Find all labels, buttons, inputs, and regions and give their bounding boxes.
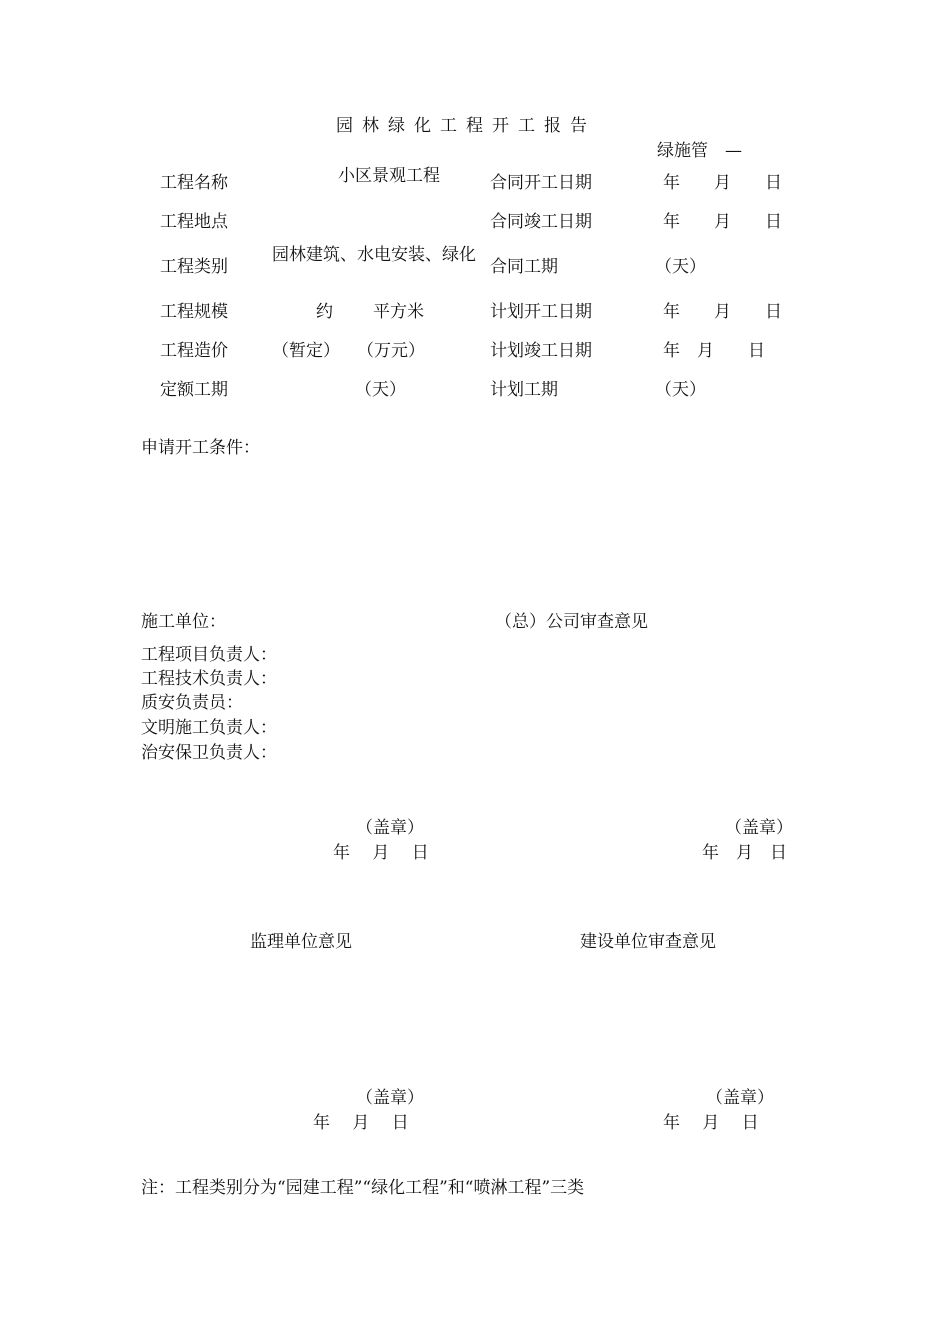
quota-period-label: 定额工期 (160, 380, 228, 400)
project-cost-value-a: （暂定） (272, 341, 340, 361)
supervision-opinion-label: 监理单位意见 (250, 932, 352, 952)
project-scale-label: 工程规模 (160, 302, 228, 322)
plan-period-label: 计划工期 (490, 380, 558, 400)
contract-start-value: 年 月 日 (663, 173, 782, 193)
owner-review-date: 年 月 日 (663, 1113, 759, 1133)
document-title: 园林绿化工程开工报告 (336, 116, 596, 136)
form-code: 绿施管 — (657, 141, 742, 161)
company-review-seal: （盖章） (725, 818, 793, 838)
plan-end-label: 计划竣工日期 (490, 341, 592, 361)
owner-review-seal: （盖章） (706, 1088, 774, 1108)
application-conditions-label: 申请开工条件： (141, 438, 260, 458)
contract-period-value: （天） (655, 257, 706, 277)
company-review-label: （总）公司审查意见 (495, 612, 648, 632)
plan-period-value: （天） (655, 380, 706, 400)
project-cost-value-b: （万元） (357, 341, 425, 361)
footnote: 注：工程类别分为“园建工程”“绿化工程”和“喷淋工程”三类 (141, 1178, 585, 1198)
project-cost-label: 工程造价 (160, 341, 228, 361)
contract-start-label: 合同开工日期 (490, 173, 592, 193)
project-scale-prefix: 约 (316, 302, 333, 322)
construction-unit-seal: （盖章） (356, 818, 424, 838)
project-type-label: 工程类别 (160, 257, 228, 277)
contract-end-value: 年 月 日 (663, 212, 782, 232)
contract-end-label: 合同竣工日期 (490, 212, 592, 232)
person-technical-lead: 工程技术负责人： (141, 669, 277, 689)
company-review-date: 年 月 日 (702, 843, 787, 863)
quota-period-value: （天） (355, 380, 406, 400)
construction-unit-label: 施工单位： (141, 612, 226, 632)
person-security-lead: 治安保卫负责人： (141, 743, 277, 763)
owner-review-label: 建设单位审查意见 (580, 932, 716, 952)
plan-end-value: 年 月 日 (663, 341, 765, 361)
project-name-label: 工程名称 (160, 173, 228, 193)
plan-start-label: 计划开工日期 (490, 302, 592, 322)
project-scale-unit: 平方米 (373, 302, 424, 322)
construction-unit-date: 年 月 日 (333, 843, 429, 863)
supervision-date: 年 月 日 (313, 1113, 409, 1133)
project-type-value: 园林建筑、水电安装、绿化 (272, 245, 476, 265)
supervision-seal: （盖章） (356, 1088, 424, 1108)
project-name-value: 小区景观工程 (338, 166, 440, 186)
person-project-manager: 工程项目负责人： (141, 645, 277, 665)
person-quality-safety: 质安负责员： (141, 693, 243, 713)
plan-start-value: 年 月 日 (663, 302, 782, 322)
person-civilized-construction: 文明施工负责人： (141, 718, 277, 738)
contract-period-label: 合同工期 (490, 257, 558, 277)
project-location-label: 工程地点 (160, 212, 228, 232)
